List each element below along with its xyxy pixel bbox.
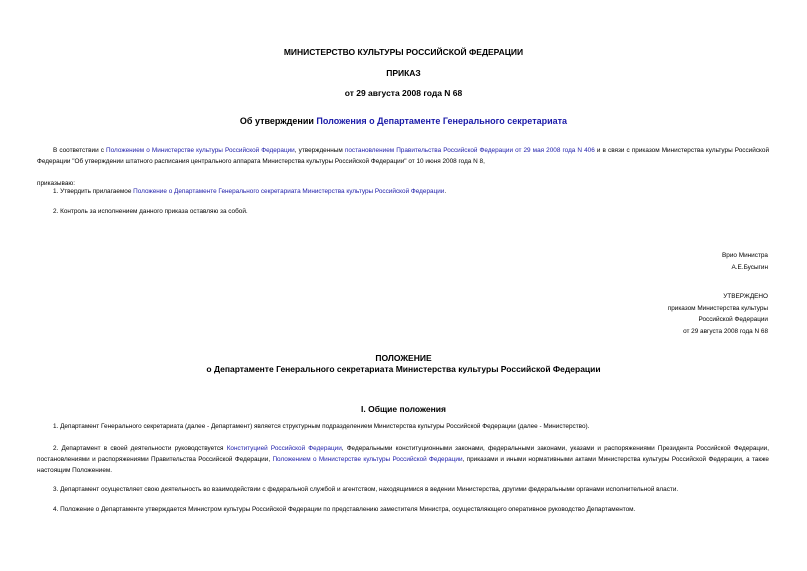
regulation-item-4: 4. Положение о Департаменте утверждается Министром культуры Российской Федерации по представлению заместителя Министра, осуществляющего оперативное руководство Департаментом. — [53, 506, 636, 513]
preamble-paragraph — [37, 145, 769, 167]
signature-block — [722, 250, 768, 273]
regulation-item-2-text-a: 2. Департамент в своей деятельности руководствуется — [53, 445, 227, 452]
approval-line-4: от 29 августа 2008 года N 68 — [683, 327, 768, 335]
order-title — [0, 116, 807, 126]
regulation-item-2 — [37, 443, 769, 476]
regulation-subtitle: о Департаменте Генерального секретариата Министерства культуры Российской Федерации — [206, 364, 601, 374]
regulation-title: ПОЛОЖЕНИЕ — [375, 353, 432, 363]
regulation-item-2-text-c: , приказами и иными нормативными актами Министерства культуры Российской Федерации, а также настоящим Положением. — [37, 456, 769, 474]
government-decree-link[interactable]: постановлением Правительства Российской Федерации от 29 мая 2008 года N 406 — [344, 147, 595, 154]
preamble-text-b: , утвержденным — [294, 147, 345, 154]
constitution-link[interactable]: Конституцией Российской Федерации — [226, 445, 342, 452]
preamble-text-a: В соответствии с — [53, 147, 107, 154]
order-date-number: от 29 августа 2008 года N 68 — [344, 88, 463, 98]
preamble-text-c: и в связи с приказом Министерства культуры Российской Федерации "Об утверждении штатного расписания центрального аппарата Министерства культуры Российской Федерации" от 10 июня 2008 года N 8, — [37, 147, 770, 165]
regulation-link[interactable]: Положение о Департаменте Генерального секретариата Министерства культуры Российской Федерации — [133, 188, 445, 195]
signature-name: А.Е.Бусыгин — [731, 263, 768, 271]
approval-line-3: Российской Федерации — [698, 316, 768, 324]
order-item-1 — [53, 188, 446, 195]
order-word: приказываю: — [37, 180, 75, 187]
regulation-item-3: 3. Департамент осуществляет свою деятельность во взаимодействии с федеральной службой и агентством, находящимися в ведении Министерства, другими федеральными органами исполнительной власти. — [53, 486, 679, 493]
approval-block — [668, 291, 768, 337]
approval-line-2: приказом Министерства культуры — [667, 304, 768, 312]
regulation-item-2-text-b: , Федеральными конституционными законами, федеральными законами, указами и распоряжениями Президента Российской Федерации, постановлениями и распоряжениями Правительства Российской Федерации, — [37, 445, 769, 463]
order-item-2: 2. Контроль за исполнением данного приказа оставляю за собой. — [53, 208, 248, 215]
signature-position: Врио Министра — [722, 252, 768, 259]
order-item-1-text: 1. Утвердить прилагаемое — [53, 188, 134, 195]
order-item-1-end: . — [444, 188, 447, 195]
doc-type-heading: ПРИКАЗ — [386, 68, 421, 78]
order-title-link[interactable]: Положения о Департаменте Генерального секретариата — [316, 116, 568, 126]
order-title-prefix: Об утверждении — [239, 116, 317, 126]
regulation-item-1: 1. Департамент Генерального секретариата (далее - Департамент) является структурным подразделением Министерства культуры Российской Федерации (далее - Министерство). — [53, 423, 590, 430]
section-general-provisions: I. Общие положения — [361, 404, 446, 414]
ministry-heading: МИНИСТЕРСТВО КУЛЬТУРЫ РОССИЙСКОЙ ФЕДЕРАЦИИ — [283, 47, 524, 57]
ministry-regulation-link[interactable]: Положением о Министерстве культуры Российской Федерации — [106, 147, 295, 154]
ministry-regulation-link-2[interactable]: Положением о Министерстве культуры Российской Федерации — [272, 456, 463, 463]
approval-line-1: УТВЕРЖДЕНО — [723, 293, 768, 300]
